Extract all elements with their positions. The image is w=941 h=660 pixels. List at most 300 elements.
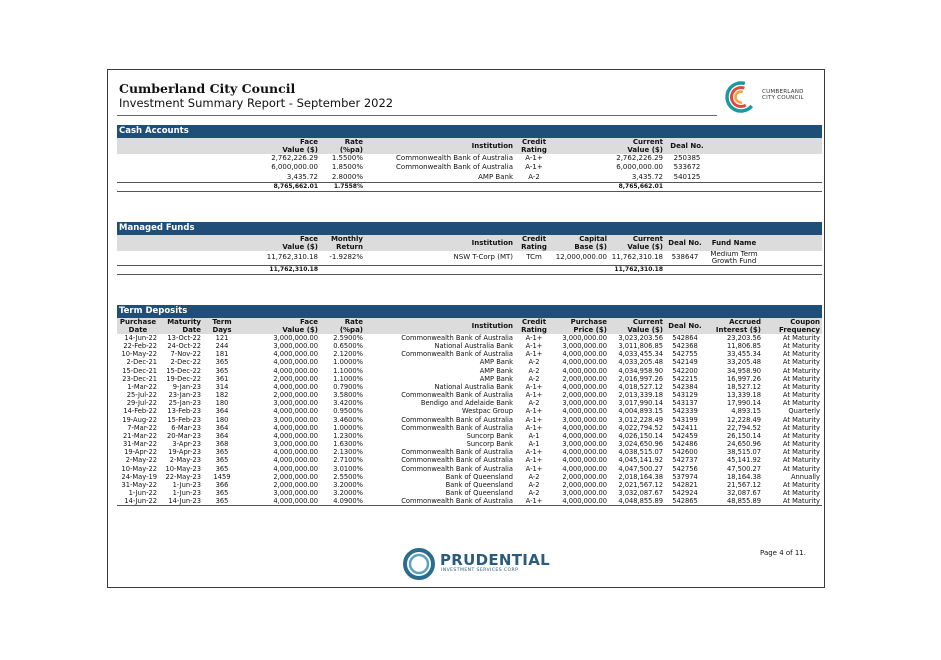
table-row xyxy=(117,489,822,497)
table-cell: 15-Dec-21 xyxy=(122,366,157,375)
table-cell: 182 xyxy=(215,391,229,400)
table-cell: 26,150.14 xyxy=(726,431,761,440)
table-cell: 6-Mar-23 xyxy=(171,423,201,432)
table-cell: 542756 xyxy=(672,464,698,473)
table-cell: 17,990.14 xyxy=(726,399,761,408)
table-cell: 4,000,000.00 xyxy=(562,423,607,432)
table-cell xyxy=(709,173,822,183)
table-cell: Commonwealth Bank of Australia xyxy=(401,464,513,473)
table-cell: 21-Mar-22 xyxy=(122,431,157,440)
table-cell xyxy=(365,182,515,191)
total-current-value: 11,762,310.18 xyxy=(609,266,665,275)
table-cell: At Maturity xyxy=(782,415,820,424)
table-cell: TCm xyxy=(515,251,553,266)
table-cell: National Australia Bank xyxy=(434,342,513,351)
table-cell: 542200 xyxy=(672,366,698,375)
table-cell: 4,026,150.14 xyxy=(618,431,663,440)
table-cell: 3,017,990.14 xyxy=(618,399,663,408)
table-cell: 2,000,000.00 xyxy=(273,480,318,489)
table-cell: A-2 xyxy=(528,374,540,383)
table-cell: Commonwealth Bank of Australia xyxy=(401,415,513,424)
table-cell: 365 xyxy=(215,488,229,497)
table-cell: 533672 xyxy=(673,163,701,172)
managed-header-row xyxy=(117,235,822,251)
table-cell: A-1 xyxy=(528,431,540,440)
table-cell: At Maturity xyxy=(782,423,820,432)
table-cell: 4,000,000.00 xyxy=(273,448,318,457)
table-cell: 4,000,000.00 xyxy=(241,497,320,506)
table-cell: 4,000,000.00 xyxy=(273,407,318,416)
table-row xyxy=(117,473,822,481)
table-cell: 10-May-22 xyxy=(121,464,157,473)
table-cell: AMP Bank xyxy=(479,366,513,375)
table-cell: 18,527.12 xyxy=(726,382,761,391)
table-cell: 1.8500% xyxy=(331,163,363,172)
table-cell: 2.7100% xyxy=(333,456,363,465)
table-cell: A-1+ xyxy=(525,423,543,432)
table-cell: At Maturity xyxy=(782,350,820,359)
table-row xyxy=(117,448,822,456)
table-cell xyxy=(763,266,822,275)
table-cell: 45,141.92 xyxy=(726,456,761,465)
table-cell: 2-May-23 xyxy=(169,456,201,465)
table-cell: 14-Jun-22 xyxy=(117,497,159,506)
table-cell: 4,000,000.00 xyxy=(553,497,609,506)
table-cell: 4,000,000.00 xyxy=(562,464,607,473)
table-cell: 1.0000% xyxy=(333,358,363,367)
table-cell: 1-Jun-22 xyxy=(128,488,157,497)
col-face-value: Face Value ($) xyxy=(241,318,320,334)
table-cell: 15-Feb-23 xyxy=(167,415,201,424)
col-credit-rating: Credit Rating xyxy=(515,318,553,334)
table-cell: 366 xyxy=(215,480,229,489)
table-cell: 1-Jun-23 xyxy=(172,488,201,497)
table-cell: At Maturity xyxy=(782,399,820,408)
table-cell: 3,000,000.00 xyxy=(273,415,318,424)
table-cell: 314 xyxy=(215,382,229,391)
total-face-value: 11,762,310.18 xyxy=(117,266,320,275)
table-cell: At Maturity xyxy=(782,488,820,497)
table-cell: 3-Apr-23 xyxy=(172,440,201,449)
table-cell: 2,018,164.38 xyxy=(618,472,663,481)
table-cell: 2.5900% xyxy=(333,334,363,342)
table-cell: AMP Bank xyxy=(365,173,515,183)
table-cell: 2,000,000.00 xyxy=(273,391,318,400)
table-cell xyxy=(320,266,365,275)
term-deposits-section xyxy=(117,305,822,506)
table-cell: 4.0900% xyxy=(320,497,365,506)
cash-section-title: Cash Accounts xyxy=(117,125,822,138)
table-cell: 3.5800% xyxy=(333,391,363,400)
total-face-value: 8,765,662.01 xyxy=(117,182,320,191)
col-capital-base: Capital Base ($) xyxy=(553,235,609,251)
col-rate: Rate (%pa) xyxy=(320,138,365,154)
table-row xyxy=(117,399,822,407)
table-cell: 542755 xyxy=(672,350,698,359)
table-cell: 365 xyxy=(203,497,241,506)
table-cell: 3.4200% xyxy=(333,399,363,408)
table-cell: 19-Aug-22 xyxy=(122,415,157,424)
table-cell: 4,000,000.00 xyxy=(273,431,318,440)
total-current-value: 8,765,662.01 xyxy=(553,182,665,191)
col-maturity-date: Maturity Date xyxy=(159,318,203,334)
table-cell: 4,022,794.52 xyxy=(618,423,663,432)
table-cell: 4,045,141.92 xyxy=(618,456,663,465)
table-cell: 543199 xyxy=(672,415,698,424)
table-cell: 4,000,000.00 xyxy=(273,358,318,367)
table-cell: Suncorp Bank xyxy=(466,431,513,440)
table-row xyxy=(117,407,822,415)
table-cell: 1-Jun-23 xyxy=(172,480,201,489)
table-row xyxy=(117,334,822,342)
table-cell: 4,033,455.34 xyxy=(618,350,663,359)
table-cell: 7-Nov-22 xyxy=(170,350,201,359)
table-cell: 13-Oct-22 xyxy=(167,334,201,342)
table-cell: 12,000,000.00 xyxy=(553,251,609,266)
table-cell: 4,893.15 xyxy=(731,407,761,416)
table-cell: 2,013,339.18 xyxy=(618,391,663,400)
col-purchase-date: Purchase Date xyxy=(117,318,159,334)
table-cell: At Maturity xyxy=(763,497,822,506)
table-cell: At Maturity xyxy=(782,366,820,375)
table-row xyxy=(117,416,822,424)
table-cell: 365 xyxy=(215,456,229,465)
table-cell: 22-May-23 xyxy=(165,472,201,481)
table-cell: AMP Bank xyxy=(479,374,513,383)
table-cell: 364 xyxy=(215,407,229,416)
table-cell: 4,033,205.48 xyxy=(618,358,663,367)
table-cell: 542411 xyxy=(672,423,698,432)
table-cell: At Maturity xyxy=(782,440,820,449)
col-monthly-return: Monthly Return xyxy=(320,235,365,251)
table-cell: 2.1300% xyxy=(333,448,363,457)
table-cell: 2-May-22 xyxy=(125,456,157,465)
table-cell: 2,016,997.26 xyxy=(618,374,663,383)
table-cell: 14-Jun-23 xyxy=(159,497,203,506)
table-cell: At Maturity xyxy=(782,334,820,342)
table-cell: Bank of Queensland xyxy=(445,472,513,481)
table-cell: 542864 xyxy=(672,334,698,342)
table-cell: A-2 xyxy=(528,366,540,375)
table-cell: At Maturity xyxy=(782,342,820,351)
table-cell: 537974 xyxy=(672,472,698,481)
table-cell: 48,855.89 xyxy=(705,497,763,506)
table-cell: 2,021,567.12 xyxy=(618,480,663,489)
term-table xyxy=(117,318,822,506)
table-cell: 16,997.26 xyxy=(726,374,761,383)
table-cell: Commonwealth Bank of Australia xyxy=(401,456,513,465)
table-row xyxy=(117,163,822,172)
table-cell: A-1 xyxy=(528,440,540,449)
table-cell: AMP Bank xyxy=(479,358,513,367)
table-cell: 38,515.07 xyxy=(726,448,761,457)
table-cell: 121 xyxy=(215,334,229,342)
table-cell: 1.1000% xyxy=(333,374,363,383)
table-cell: 1-Mar-22 xyxy=(127,382,157,391)
table-cell: 0.6500% xyxy=(333,342,363,351)
table-cell: 14-Jun-22 xyxy=(124,334,157,342)
table-cell: 23-Dec-21 xyxy=(122,374,157,383)
report-title: Cumberland City Council xyxy=(119,81,296,96)
table-cell: A-1+ xyxy=(525,456,543,465)
table-cell: 4,034,958.90 xyxy=(618,366,663,375)
table-cell: 3,000,000.00 xyxy=(562,440,607,449)
table-cell: 4,038,515.07 xyxy=(618,448,663,457)
table-cell: 2-Dec-21 xyxy=(126,358,157,367)
table-row xyxy=(117,383,822,391)
brand-name: PRUDENTIAL xyxy=(440,551,550,569)
table-cell: 3.4600% xyxy=(333,415,363,424)
table-cell: 25-Jan-23 xyxy=(168,399,201,408)
table-cell: 11,806.85 xyxy=(726,342,761,351)
table-cell: 21,567.12 xyxy=(726,480,761,489)
table-cell: 24-May-19 xyxy=(121,472,157,481)
table-cell: 3,000,000.00 xyxy=(562,334,607,342)
table-cell: A-2 xyxy=(528,480,540,489)
table-cell: 3,000,000.00 xyxy=(273,440,318,449)
table-row xyxy=(117,465,822,473)
table-cell: 3,000,000.00 xyxy=(273,488,318,497)
table-cell: 542600 xyxy=(672,448,698,457)
table-row xyxy=(117,350,822,358)
table-cell: Commonwealth Bank of Australia xyxy=(401,448,513,457)
table-cell: 2.1200% xyxy=(333,350,363,359)
table-cell: 9-Jan-23 xyxy=(172,382,201,391)
table-cell: 1.2300% xyxy=(333,431,363,440)
table-row xyxy=(117,391,822,399)
table-cell: 3,000,000.00 xyxy=(562,399,607,408)
table-cell: At Maturity xyxy=(782,382,820,391)
table-cell: 542339 xyxy=(672,407,698,416)
table-cell: At Maturity xyxy=(782,391,820,400)
table-cell: 4,000,000.00 xyxy=(273,382,318,391)
term-header-row xyxy=(117,318,822,334)
table-cell: 25-Jul-22 xyxy=(126,391,157,400)
table-cell: 7-Mar-22 xyxy=(127,423,157,432)
table-cell: A-1+ xyxy=(525,154,543,162)
table-cell: 29-Jul-22 xyxy=(126,399,157,408)
table-cell: 31-May-22 xyxy=(121,480,157,489)
table-cell: 3.2000% xyxy=(333,480,363,489)
total-row xyxy=(117,266,822,275)
table-cell: A-2 xyxy=(515,173,553,183)
table-cell: A-1+ xyxy=(525,391,543,400)
term-section-title: Term Deposits xyxy=(117,305,822,318)
table-cell: 3,000,000.00 xyxy=(273,342,318,351)
table-cell: Commonwealth Bank of Australia xyxy=(396,154,513,162)
table-cell: 542459 xyxy=(672,431,698,440)
table-cell: 3,000,000.00 xyxy=(273,399,318,408)
table-cell: 364 xyxy=(215,431,229,440)
table-cell: 4,048,855.89 xyxy=(609,497,665,506)
table-cell: 542821 xyxy=(672,480,698,489)
table-cell: 542215 xyxy=(672,374,698,383)
table-cell: 3,435.72 xyxy=(553,173,665,183)
table-cell: A-1+ xyxy=(525,448,543,457)
table-cell: 10-May-23 xyxy=(165,464,201,473)
table-cell: 3,023,203.56 xyxy=(618,334,663,342)
col-credit-rating: Credit Rating xyxy=(515,138,553,154)
table-cell: A-1+ xyxy=(525,464,543,473)
table-cell: 2,000,000.00 xyxy=(562,472,607,481)
table-cell: 6,000,000.00 xyxy=(271,163,318,172)
cash-accounts-section xyxy=(117,125,822,192)
table-cell: 12,228.49 xyxy=(726,415,761,424)
table-cell: 3,024,650.96 xyxy=(618,440,663,449)
table-cell: 2,762,226.29 xyxy=(616,154,663,162)
table-cell: 244 xyxy=(215,342,229,351)
table-cell: 0.9500% xyxy=(333,407,363,416)
table-cell xyxy=(665,266,705,275)
table-cell: At Maturity xyxy=(782,448,820,457)
table-row xyxy=(117,358,822,366)
council-logo-icon xyxy=(724,80,760,114)
table-row xyxy=(117,173,822,183)
table-cell: Westpac Group xyxy=(462,407,513,416)
table-cell xyxy=(553,266,609,275)
table-cell: 19-Dec-22 xyxy=(166,374,201,383)
table-cell: A-1+ xyxy=(525,382,543,391)
table-cell: Quarterly xyxy=(788,407,820,416)
table-cell: Commonwealth Bank of Australia xyxy=(401,423,513,432)
table-cell: 250385 xyxy=(673,154,701,162)
table-cell: 542924 xyxy=(672,488,698,497)
table-cell: 47,500.27 xyxy=(726,464,761,473)
table-cell: 19-Apr-23 xyxy=(168,448,201,457)
table-cell: 24,650.96 xyxy=(726,440,761,449)
brand-subtitle: INVESTMENT SERVICES CORP xyxy=(441,568,519,573)
table-cell: Annually xyxy=(790,472,820,481)
table-cell: A-2 xyxy=(528,472,540,481)
total-row xyxy=(117,182,822,191)
col-current-value: Current Value ($) xyxy=(609,318,665,334)
table-cell: 1.5500% xyxy=(331,154,363,162)
table-row xyxy=(117,367,822,375)
table-cell: 4,000,000.00 xyxy=(273,366,318,375)
table-cell: 22,794.52 xyxy=(726,423,761,432)
table-cell: 4,000,000.00 xyxy=(273,456,318,465)
table-cell: 4,004,893.15 xyxy=(618,407,663,416)
table-row xyxy=(117,481,822,489)
table-cell: Bendigo and Adelaide Bank xyxy=(420,399,513,408)
table-cell: 542368 xyxy=(672,342,698,351)
table-cell: 3,000,000.00 xyxy=(273,334,318,342)
prudential-logo xyxy=(402,547,550,581)
col-deal-no: Deal No. xyxy=(665,318,705,334)
table-row xyxy=(117,375,822,383)
table-cell: Commonwealth Bank of Australia xyxy=(401,350,513,359)
table-cell: 20-Mar-23 xyxy=(166,431,201,440)
table-cell xyxy=(705,266,763,275)
table-cell: 361 xyxy=(215,374,229,383)
table-cell: A-2 xyxy=(528,399,540,408)
table-cell: 15-Dec-22 xyxy=(166,366,201,375)
page-number: Page 4 of 11. xyxy=(760,549,806,557)
table-cell: Commonwealth Bank of Australia xyxy=(396,163,513,172)
table-cell: 1.6300% xyxy=(333,440,363,449)
table-cell: 23-Jan-23 xyxy=(168,391,201,400)
council-logo xyxy=(724,80,804,114)
table-row xyxy=(117,497,822,506)
table-cell: 4,000,000.00 xyxy=(562,456,607,465)
table-cell: Bank of Queensland xyxy=(445,488,513,497)
table-cell: 3.0100% xyxy=(333,464,363,473)
table-cell: 4,000,000.00 xyxy=(273,423,318,432)
table-cell: 1.0000% xyxy=(333,423,363,432)
table-cell: 14-Feb-22 xyxy=(123,407,157,416)
table-cell: 18,164.38 xyxy=(726,472,761,481)
table-cell: At Maturity xyxy=(782,358,820,367)
table-cell: 3,000,000.00 xyxy=(562,342,607,351)
col-accrued-interest: Accrued Interest ($) xyxy=(705,318,763,334)
table-cell: 4,000,000.00 xyxy=(562,431,607,440)
table-cell: 0.7900% xyxy=(333,382,363,391)
table-row xyxy=(117,432,822,440)
table-cell xyxy=(709,163,822,172)
table-cell xyxy=(365,266,515,275)
table-cell: 11,762,310.18 xyxy=(117,251,320,266)
table-cell: -1.9282% xyxy=(320,251,365,266)
table-cell: 3,032,087.67 xyxy=(618,488,663,497)
table-cell: At Maturity xyxy=(782,431,820,440)
table-cell: At Maturity xyxy=(782,456,820,465)
table-row xyxy=(117,342,822,350)
table-cell: A-1+ xyxy=(525,342,543,351)
table-cell: 180 xyxy=(215,399,229,408)
table-cell: 181 xyxy=(215,350,229,359)
table-cell: 2-Dec-22 xyxy=(170,358,201,367)
table-cell xyxy=(515,266,553,275)
table-cell: 22-Feb-22 xyxy=(123,342,157,351)
table-cell: 543137 xyxy=(672,399,698,408)
col-deal-no: Deal No. xyxy=(665,138,709,154)
table-cell: 365 xyxy=(215,448,229,457)
managed-table xyxy=(117,235,822,275)
table-cell: A-1+ xyxy=(515,497,553,506)
col-deal-no: Deal No. xyxy=(665,235,705,251)
table-cell: 3.2000% xyxy=(333,488,363,497)
table-cell: 4,000,000.00 xyxy=(562,350,607,359)
table-cell: 19-Apr-22 xyxy=(124,448,157,457)
table-row xyxy=(117,424,822,432)
table-cell: 4,000,000.00 xyxy=(562,382,607,391)
table-cell: 2,762,226.29 xyxy=(271,154,318,162)
table-cell: 365 xyxy=(215,366,229,375)
table-cell: A-1+ xyxy=(525,350,543,359)
table-cell: 368 xyxy=(215,440,229,449)
table-cell: 2,000,000.00 xyxy=(273,374,318,383)
table-cell: 542737 xyxy=(672,456,698,465)
table-cell xyxy=(709,154,822,163)
table-cell: A-1+ xyxy=(525,407,543,416)
table-cell: 542384 xyxy=(672,382,698,391)
council-logo-text: CUMBERLAND CITY COUNCIL xyxy=(762,89,804,101)
table-cell: Commonwealth Bank of Australia xyxy=(401,391,513,400)
table-cell: 2.8000% xyxy=(320,173,365,183)
table-cell: 180 xyxy=(215,415,229,424)
table-cell: 4,000,000.00 xyxy=(562,366,607,375)
col-coupon-frequency: Coupon Frequency xyxy=(763,318,822,334)
table-cell: 31-Mar-22 xyxy=(122,440,157,449)
table-cell: 4,000,000.00 xyxy=(562,358,607,367)
table-row xyxy=(117,456,822,464)
col-current-value: Current Value ($) xyxy=(609,235,665,251)
table-cell: 33,455.34 xyxy=(726,350,761,359)
table-cell xyxy=(515,182,553,191)
col-term-days: Term Days xyxy=(203,318,241,334)
table-cell: 4,000,000.00 xyxy=(562,448,607,457)
report-page xyxy=(107,69,825,588)
